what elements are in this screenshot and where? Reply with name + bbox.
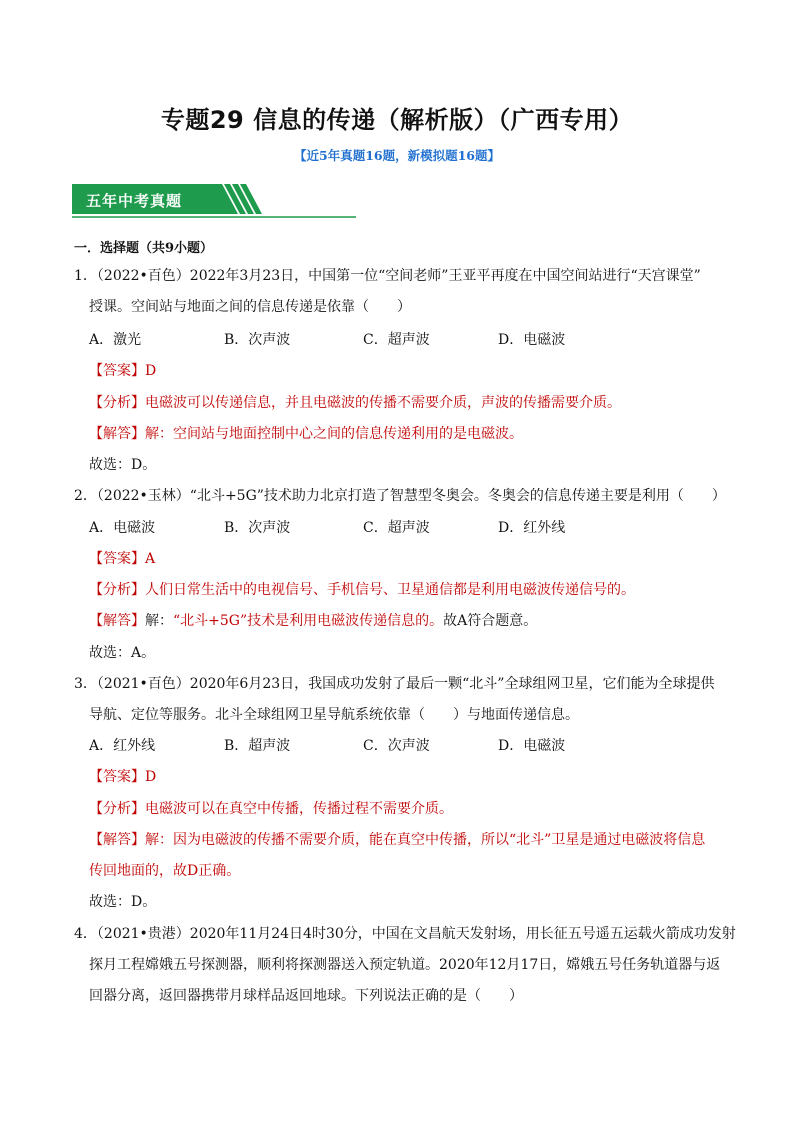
section-heading: 一．选择题（共9小题） [74, 241, 214, 256]
q1-option-c: C．超声波 [363, 332, 430, 348]
q3-answer [89, 767, 769, 787]
q1-answer [89, 361, 769, 381]
q2-option-c: C．超声波 [363, 520, 430, 536]
q1-choice: 故选：D。 [89, 457, 157, 473]
q1-analysis-text: 电磁波可以传递信息，并且电磁波的传播不需要介质，声波的传播需要介质。 [145, 395, 621, 411]
q1-option-a: A．激光 [89, 332, 142, 348]
q2-solution-red: “北斗+5G”技术是利用电磁波传递信息的。 [173, 613, 444, 629]
q2-line1: 2．（2022•玉林）“北斗+5G”技术助力北京打造了智慧型冬奥会。冬奥会的信息传递主要是利用（ ） [74, 488, 726, 504]
answer-tag: 【答案】 [89, 551, 145, 567]
analysis-tag: 【分析】 [89, 395, 145, 411]
q3-analysis [89, 799, 769, 819]
answer-tag: 【答案】 [89, 769, 145, 785]
q1-solution-text: 解：空间站与地面控制中心之间的信息传递利用的是电磁波。 [145, 426, 523, 442]
q2-solution [89, 611, 769, 631]
q4-line1: 4．（2021•贵港）2020年11月24日4时30分，中国在文昌航天发射场，用长征五号遥五运载火箭成功发射 [74, 926, 736, 942]
q3-choice: 故选：D。 [89, 894, 157, 910]
q3-line2: 导航、定位等服务。北斗全球组网卫星导航系统依靠（ ）与地面传递信息。 [89, 707, 579, 723]
q1-line2: 授课。空间站与地面之间的信息传递是依靠（ ） [89, 299, 411, 315]
q4-line2: 探月工程嫦娥五号探测器，顺利将探测器送入预定轨道。2020年12月17日，嫦娥五号任务轨道器与返 [89, 957, 721, 973]
answer-tag: 【答案】 [89, 363, 145, 379]
banner-label: 五年中考真题 [86, 192, 183, 210]
q2-analysis-text: 人们日常生活中的电视信号、手机信号、卫星通信都是利用电磁波传递信号的。 [145, 582, 635, 598]
q3-option-c: C．次声波 [363, 738, 430, 754]
q3-solution-text1: 解：因为电磁波的传播不需要介质，能在真空中传播，所以“北斗”卫星是通过电磁波将信息 [145, 832, 706, 848]
solution-tag: 【解答】 [89, 613, 145, 629]
solution-tag: 【解答】 [89, 832, 145, 848]
analysis-tag: 【分析】 [89, 801, 145, 817]
analysis-tag: 【分析】 [89, 582, 145, 598]
q2-solution-prefix: 解： [145, 613, 173, 629]
q2-option-b: B．次声波 [224, 520, 291, 536]
q1-line1: 1．（2022•百色）2022年3月23日，中国第一位“空间老师”王亚平再度在中国空间站进行“天宫课堂” [74, 268, 701, 284]
q2-answer [89, 549, 769, 569]
q2-answer-value: A [145, 551, 156, 567]
q3-answer-value: D [145, 769, 157, 785]
q1-analysis [89, 393, 769, 413]
page-subtitle: 【近5年真题16题，新模拟题16题】 [294, 148, 500, 163]
q2-analysis [89, 580, 769, 600]
q1-option-d: D．电磁波 [498, 332, 566, 348]
q3-analysis-text: 电磁波可以在真空中传播，传播过程不需要介质。 [145, 801, 453, 817]
q2-choice: 故选：A。 [89, 645, 156, 661]
q1-solution [89, 424, 769, 444]
page-title: 专题29 信息的传递（解析版）（广西专用） [160, 106, 634, 134]
q3-solution-line2: 传回地面的，故D正确。 [89, 863, 241, 879]
q3-option-b: B．超声波 [224, 738, 291, 754]
q2-solution-suffix: 故A符合题意。 [443, 613, 538, 629]
q3-line1: 3．（2021•百色）2020年6月23日，我国成功发射了最后一颗“北斗”全球组网卫星，它们能为全球提供 [74, 676, 715, 692]
q2-option-d: D．红外线 [498, 520, 566, 536]
q3-option-a: A．红外线 [89, 738, 156, 754]
q3-solution-line1 [89, 830, 769, 850]
q1-answer-value: D [145, 363, 157, 379]
q4-line3: 回器分离，返回器携带月球样品返回地球。下列说法正确的是（ ） [89, 988, 523, 1004]
solution-tag: 【解答】 [89, 426, 145, 442]
q3-option-d: D．电磁波 [498, 738, 566, 754]
q1-option-b: B．次声波 [224, 332, 291, 348]
q2-option-a: A．电磁波 [89, 520, 156, 536]
